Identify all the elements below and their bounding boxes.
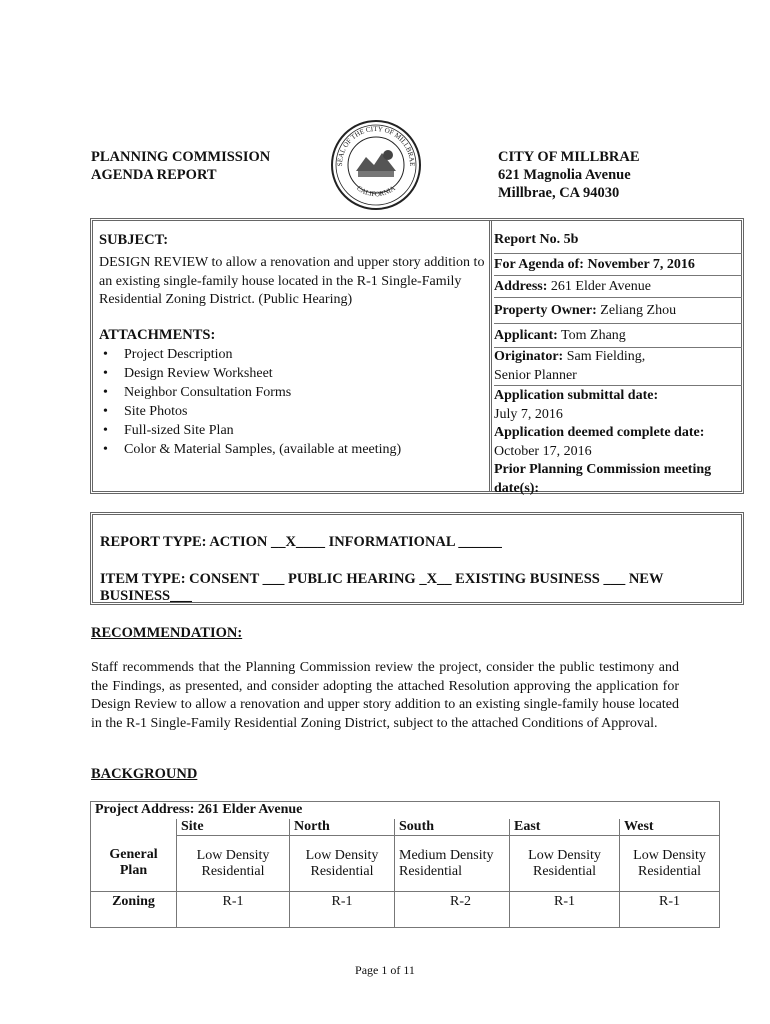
city-street: 621 Magnolia Avenue: [498, 167, 631, 183]
row-label-general-plan: General Plan: [91, 836, 177, 892]
zoning-south: R-2: [395, 892, 510, 928]
col-header-east: East: [510, 819, 620, 836]
attachments-list: [99, 345, 485, 459]
owner-row: [494, 298, 742, 324]
general-plan-site: Low Density Residential: [177, 836, 290, 892]
general-plan-south: Medium Density Residential: [395, 836, 510, 892]
city-name: CITY OF MILLBRAE: [498, 149, 640, 165]
owner-label: Property Owner:: [494, 303, 597, 318]
recommendation-text: Staff recommends that the Planning Commission review the project, consider the public testimony and the Findings, as presented, and consider adopting the attached Resolution approving the application for Design Review to allow a renovation and upper story addition to an existing single-family house located in the R-1 Single-Family Residential Zoning District, subject to the attached Conditions of Approval.: [91, 660, 679, 731]
col-header-west: West: [620, 819, 720, 836]
city-seal-icon: [330, 119, 422, 211]
owner-value: Zeliang Zhou: [600, 303, 677, 318]
report-type-box: [90, 512, 744, 605]
report-info-box: [90, 218, 744, 494]
attachments-label: ATTACHMENTS:: [99, 327, 216, 343]
applicant-value: Tom Zhang: [561, 328, 626, 343]
table-caption: Project Address: 261 Elder Avenue: [91, 802, 720, 819]
address-row: [494, 276, 742, 298]
attachment-item: • Color & Material Samples, (available at meeting): [99, 440, 485, 459]
report-number: Report No. 5b: [494, 227, 742, 254]
submittal-value: July 7, 2016: [494, 406, 563, 422]
general-plan-north: Low Density Residential: [290, 836, 395, 892]
originator-row: [494, 348, 742, 386]
address-label: Address:: [494, 279, 548, 294]
land-use-table: [90, 801, 720, 928]
page-number: Page 1 of 11: [355, 963, 415, 977]
applicant-label: Applicant:: [494, 328, 558, 343]
attachment-item: • Design Review Worksheet: [99, 364, 485, 383]
svg-text:CALIFORNIA: CALIFORNIA: [355, 184, 397, 199]
general-plan-east: Low Density Residential: [510, 836, 620, 892]
attachment-item: • Project Description: [99, 345, 485, 364]
agenda-date: November 7, 2016: [587, 257, 695, 272]
originator-title: Senior Planner: [494, 367, 577, 383]
zoning-north: R-1: [290, 892, 395, 928]
originator-label: Originator:: [494, 349, 564, 364]
recommendation-title: RECOMMENDATION:: [91, 625, 243, 641]
col-header-north: North: [290, 819, 395, 836]
agenda-date-row: [494, 254, 742, 276]
agenda-label: For Agenda of:: [494, 257, 584, 272]
col-header-site: Site: [177, 819, 290, 836]
attachment-item: • Full-sized Site Plan: [99, 421, 485, 440]
report-type-line: REPORT TYPE: ACTION __X____ INFORMATIONAL ______: [100, 534, 502, 550]
city-locality: Millbrae, CA 94030: [498, 185, 620, 201]
applicant-row: [494, 325, 742, 348]
attachment-item: • Site Photos: [99, 402, 485, 421]
zoning-site: R-1: [177, 892, 290, 928]
svg-text:SEAL OF THE CITY OF MILLBRAE: SEAL OF THE CITY OF MILLBRAE: [335, 124, 417, 167]
city-address: [498, 148, 640, 202]
agency-title: [91, 148, 270, 184]
agency-title-line2: AGENDA REPORT: [91, 167, 217, 183]
prior-meeting-label: Prior Planning Commission meeting date(s):: [494, 462, 712, 496]
col-header-south: South: [395, 819, 510, 836]
row-label-zoning: Zoning: [91, 892, 177, 928]
attachment-item: • Neighbor Consultation Forms: [99, 383, 485, 402]
item-type-line: ITEM TYPE: CONSENT ___ PUBLIC HEARING _X__ EXISTING BUSINESS ___ NEW BUSINESS___: [100, 571, 664, 604]
zoning-west: R-1: [620, 892, 720, 928]
originator-value: Sam Fielding,: [566, 349, 646, 364]
complete-value: October 17, 2016: [494, 443, 592, 459]
zoning-east: R-1: [510, 892, 620, 928]
complete-label: Application deemed complete date:: [494, 425, 705, 440]
table-row: [91, 836, 720, 892]
subject-text: DESIGN REVIEW to allow a renovation and upper story addition to an existing single-family house located in the R-1 Single-Family Residential Zoning District. (Public Hearing): [99, 255, 485, 307]
submittal-label: Application submittal date:: [494, 388, 659, 403]
agency-title-line1: PLANNING COMMISSION: [91, 149, 271, 165]
background-title: BACKGROUND: [91, 766, 198, 782]
table-row: [91, 892, 720, 928]
general-plan-west: Low Density Residential: [620, 836, 720, 892]
dates-block: [494, 387, 742, 498]
subject-label: SUBJECT:: [99, 232, 169, 248]
address-value: 261 Elder Avenue: [550, 279, 651, 294]
